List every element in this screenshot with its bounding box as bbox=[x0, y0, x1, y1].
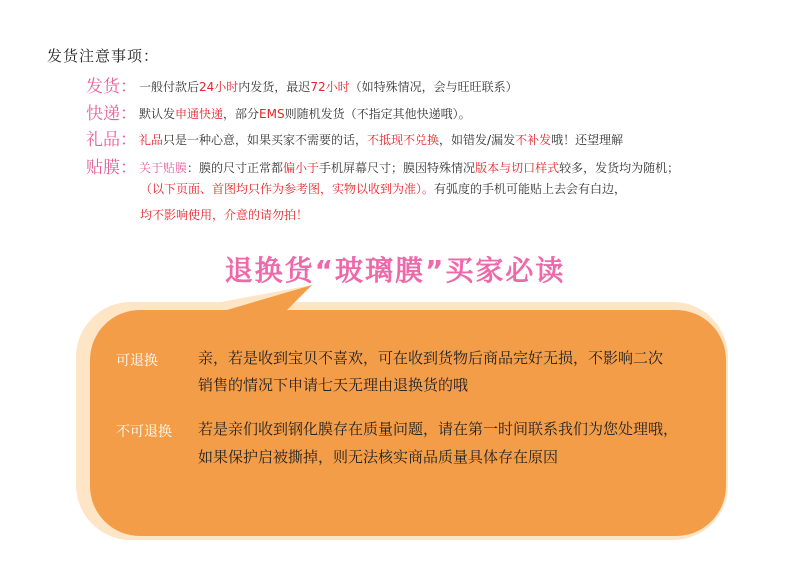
express-text-3: 则随机发货（不指定其他快递哦）。 bbox=[284, 107, 471, 121]
film-reference-note: （以下页面、首图均只作为参考图，实物以收到为准）。 bbox=[140, 182, 435, 196]
gift-text-1: 只是一种心意，如果买家不需要的话， bbox=[163, 133, 368, 147]
gift-highlight-no-cash: 不抵现不兑换 bbox=[367, 133, 440, 147]
film-about-text: 关于贴膜 bbox=[139, 161, 188, 175]
shipping-text-1: 一般付款后 bbox=[139, 80, 200, 94]
express-text-2: ，部分 bbox=[223, 107, 260, 121]
nonreturnable-line-2: 如果保护启被撕掉，则无法核实商品质量具体存在原因 bbox=[198, 448, 559, 466]
returnable-line-1: 亲，若是收到宝贝不喜欢，可在收到货物后商品完好无损，不影响二次 bbox=[198, 349, 664, 367]
shipping-text-3: （如特殊情况，会与旺旺联系） bbox=[349, 80, 518, 94]
shipping-notes-heading: 发货注意事项： bbox=[47, 47, 160, 65]
film-label: 贴膜： bbox=[86, 158, 137, 178]
film-highlight-versions: 版本与切口样式 bbox=[475, 161, 560, 175]
gift-text-2: ，如错发/漏发 bbox=[439, 133, 516, 147]
film-text-3: 较多，发货均为随机； bbox=[559, 161, 680, 175]
gift-highlight-gift: 礼品 bbox=[139, 133, 164, 147]
gift-label: 礼品： bbox=[86, 130, 137, 150]
return-policy-banner: 退换货“玻璃膜”买家必读 bbox=[224, 254, 566, 287]
express-highlight-sto: 申通快递 bbox=[175, 107, 224, 121]
shipping-highlight-72h: 72小时 bbox=[310, 80, 350, 94]
shipping-highlight-24h: 24小时 bbox=[199, 80, 239, 94]
film-curved-note: 有弧度的手机可能贴上去会有白边， bbox=[434, 182, 627, 196]
returnable-line-2: 销售的情况下申请七天无理由退换货的哦 bbox=[198, 376, 469, 394]
film-text-2: 手机屏幕尺寸；膜因特殊情况 bbox=[319, 161, 476, 175]
shipping-label: 发货： bbox=[86, 77, 137, 97]
gift-highlight-no-reissue: 不补发 bbox=[515, 133, 552, 147]
film-row-line-3: 均不影响使用，介意的请勿拍！ bbox=[140, 208, 309, 222]
film-text-1: ：膜的尺寸正常都 bbox=[187, 161, 284, 175]
express-label: 快递： bbox=[86, 104, 137, 124]
nonreturnable-label: 不可退换 bbox=[116, 424, 172, 440]
film-highlight-smaller: 偏小于 bbox=[283, 161, 320, 175]
shipping-text-2: 内发货，最迟 bbox=[238, 80, 311, 94]
gift-text-3: 哦！还望理解 bbox=[551, 133, 624, 147]
returnable-label: 可退换 bbox=[116, 353, 158, 369]
express-text-1: 默认发 bbox=[139, 107, 176, 121]
express-highlight-ems: EMS bbox=[259, 107, 285, 121]
nonreturnable-line-1: 若是亲们收到钢化膜存在质量问题，请在第一时间联系我们为您处理哦， bbox=[198, 420, 679, 438]
